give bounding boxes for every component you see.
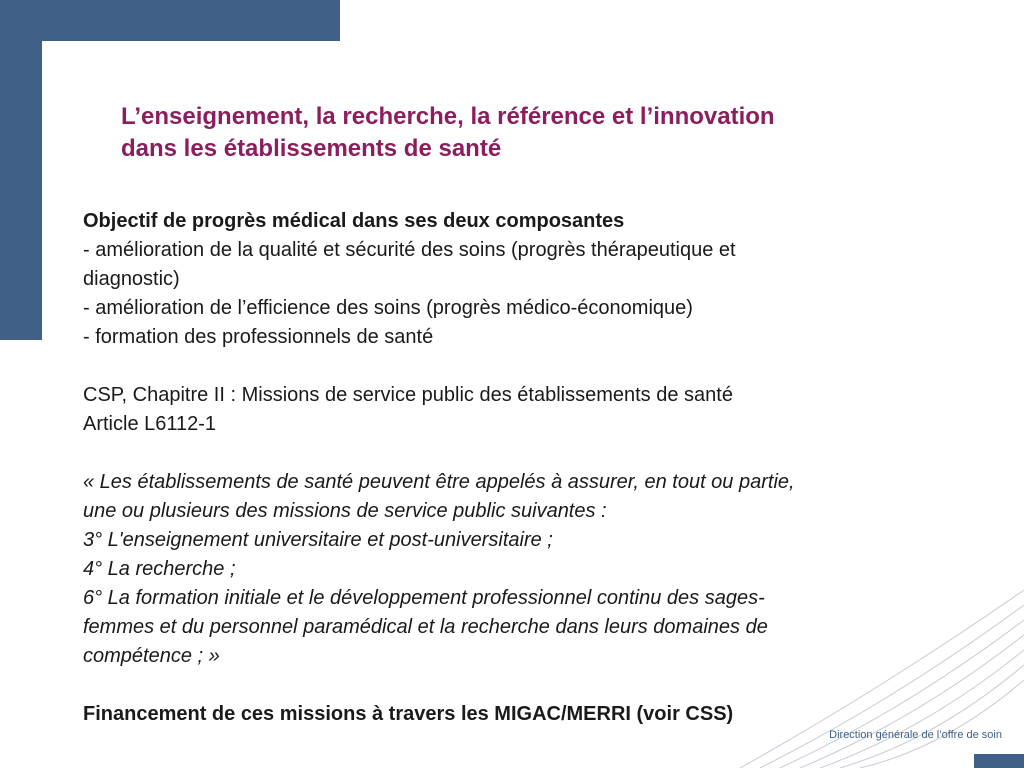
spacer (83, 439, 953, 468)
quote-line-6: femmes et du personnel paramédical et la recherche dans leurs domaines de (83, 616, 768, 638)
logo-block (974, 754, 1024, 768)
title-line-2: dans les établissements de santé (121, 135, 502, 162)
spacer (83, 671, 953, 700)
objective-item-1a: - amélioration de la qualité et sécurité des soins (progrès thérapeutique et (83, 239, 736, 261)
footer-text: Direction générale de l’offre de soin (829, 729, 1002, 741)
objective-heading: Objectif de progrès médical dans ses deux composantes (83, 210, 625, 232)
quote-line-3: 3° L'enseignement universitaire et post-universitaire ; (83, 529, 553, 551)
quote-line-2: une ou plusieurs des missions de service public suivantes : (83, 500, 607, 522)
objective-item-2: - amélioration de l’efficience des soins (progrès médico-économique) (83, 297, 693, 319)
spacer (83, 352, 953, 381)
slide-content (83, 207, 953, 729)
quote-line-7: compétence ; » (83, 645, 220, 667)
csp-article: Article L6112-1 (83, 413, 217, 435)
objective-item-1b: diagnostic) (83, 268, 180, 290)
objective-item-3: - formation des professionnels de santé (83, 326, 434, 348)
slide-title (121, 101, 775, 165)
quote-line-4: 4° La recherche ; (83, 558, 236, 580)
quote-line-5: 6° La formation initiale et le développement professionnel continu des sages- (83, 587, 765, 609)
title-line-1: L’enseignement, la recherche, la référence et l’innovation (121, 103, 775, 130)
financing-line: Financement de ces missions à travers les MIGAC/MERRI (voir CSS) (83, 703, 734, 725)
quote-line-1: « Les établissements de santé peuvent être appelés à assurer, en tout ou partie, (83, 471, 795, 493)
csp-chapter: CSP, Chapitre II : Missions de service public des établissements de santé (83, 384, 733, 406)
